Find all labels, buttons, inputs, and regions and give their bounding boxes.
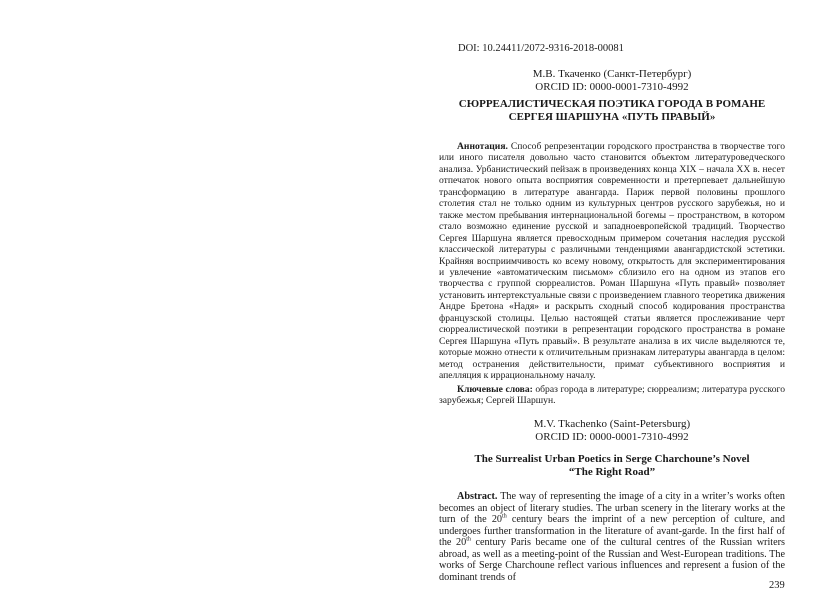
ru-keywords [439,384,785,407]
ru-author-block [439,68,785,93]
ru-orcid: ORCID ID: 0000-0001-7310-4992 [535,80,689,93]
en-author-block [439,418,785,443]
en-abstract-text-1: The way of representing the image of a city in a writer’s works often becomes an object of literary studies. The urban scenery in the literary works at the turn of the 20 [439,491,786,525]
doi-line: DOI: 10.24411/2072-9316-2018-00081 [458,43,624,54]
ru-title-line1: СЮРРЕАЛИСТИЧЕСКАЯ ПОЭТИКА ГОРОДА В РОМАНЕ [458,98,766,110]
en-author: M.V. Tkachenko (Saint-Petersburg) [533,418,691,430]
ru-abstract [439,141,785,382]
en-orcid: ORCID ID: 0000-0001-7310-4992 [535,430,689,443]
ru-title-line2: СЕРГЕЯ ШАРШУНА «ПУТЬ ПРАВЫЙ» [508,110,716,123]
page-number: 239 [769,580,785,591]
en-title-line1: The Surrealist Urban Poetics in Serge Charchoune’s Novel [474,453,750,465]
en-abstract-label: Abstract. [457,491,498,502]
ru-abstract-text: Способ репрезентации городского пространства в творчестве того или иного писателя довольно часто становится объектом литературоведческого анализа. Урбанистический пейзаж в произведениях конца XIX – начала XX в. несет отпечаток нового опыта восприятия современности и претерпевает дальнейшую трансформацию в литературе авангарда. Париж первой половины прошлого столетия стал не только одним из культурных центров русского зарубежья, но и также местом пребывания интернациональной богемы – пространством, в котором стало возможно единение русской и западноевропейской традиций. Творчество Сергея Шаршуна является превосходным примером сочетания наследия русской классической литературы с различными тенденциями авангардистской эстетики. Крайняя восприимчивость ко всему новому, открытость для экспериментирования и увлечение «автоматическим письмом» сблизило его на одном из этапов его творчества с группой сюрреалистов. Роман Шаршуна «Путь правый» позволяет установить интертекстуальные связи с произведением главного теоретика движения Андре Бретона «Надя» и раскрыть сходный способ кодирования пространства французской столицы. Целью настоящей статьи является прослеживание черт сюрреалистической поэтики в репрезентации городского пространства в романе Сергея Шаршуна «Путь правый». В результате анализа в их числе выделяются те, которые можно отнести к отличительным признакам литературы авангарда в целом: метод остранения действительности, примат субъективного восприятия и апелляция к иррациональному началу. [439,141,785,382]
ru-title [439,98,785,123]
en-abstract-text-3: century Paris became one of the cultural centres of the Russian writers abroad, as well as a meeting-point of the Russian and West-European traditions. The works of Serge Charchoune reflect various influences and represent a fusion of the dominant trends of [439,537,785,583]
en-title-line2: “The Right Road” [568,465,656,478]
en-title [439,453,785,478]
ru-keywords-label: Ключевые слова: [457,384,533,395]
en-abstract [439,491,785,583]
ru-author: М.В. Ткаченко (Санкт-Петербург) [532,68,692,80]
ru-abstract-label: Аннотация. [457,141,508,152]
en-sup-2: th [466,536,471,543]
en-sup-1: th [502,513,507,520]
ru-keywords-text: образ города в литературе; сюрреализм; литература русского зарубежья; Сергей Шаршун. [439,384,785,407]
en-abstract-text-2: century bears the imprint of a new perception of culture, and undergoes further transformation in the literature of avant-garde. In the first half of the 20 [439,514,786,548]
